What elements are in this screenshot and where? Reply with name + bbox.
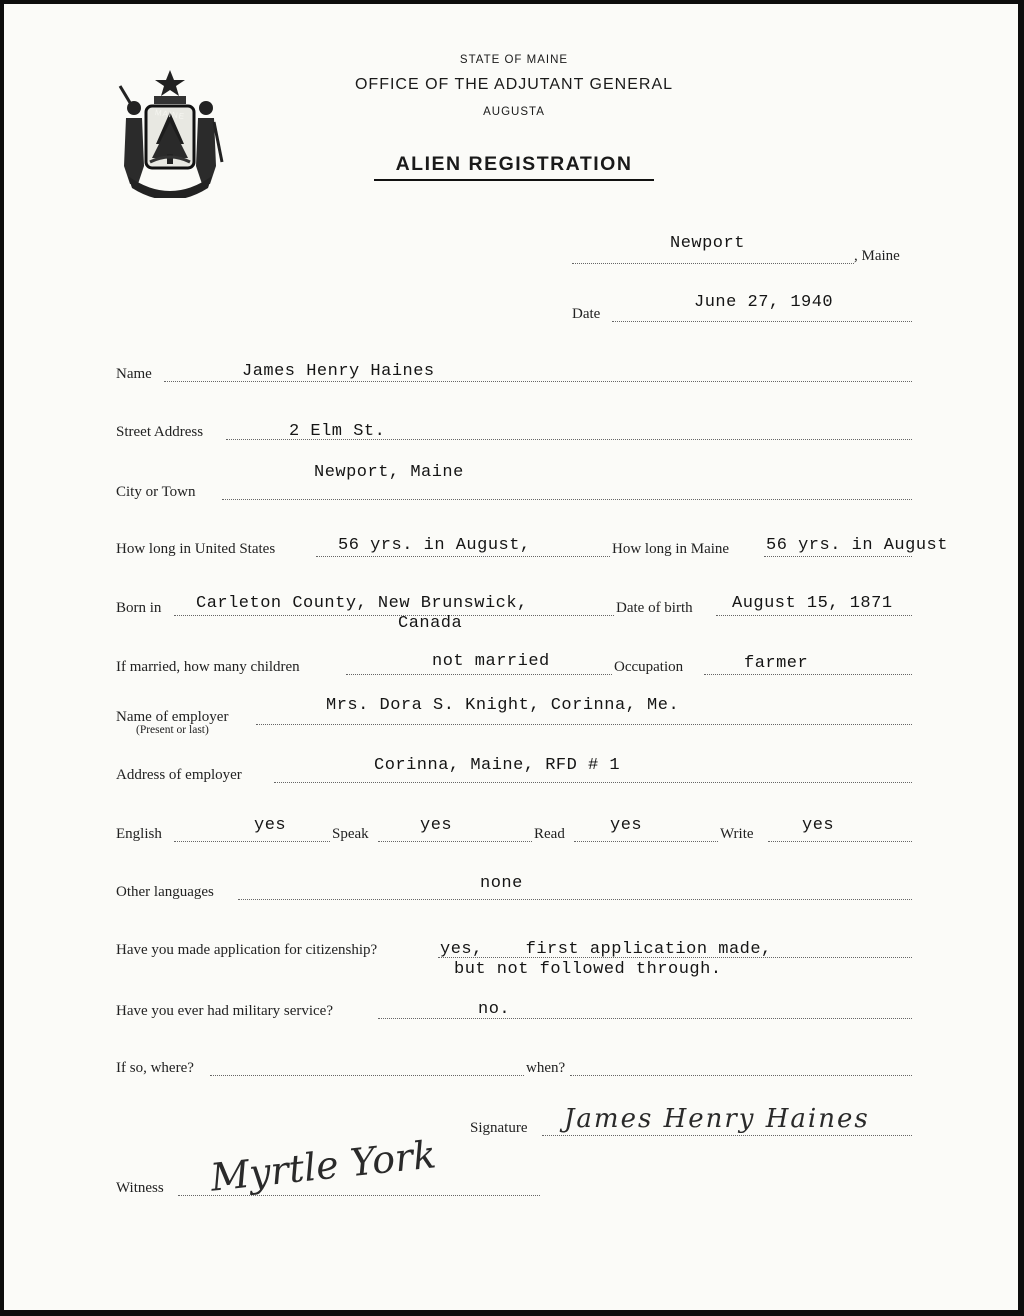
- other-languages-value: none: [480, 874, 523, 893]
- maine-duration-label: How long in Maine: [612, 541, 730, 557]
- born-in-label: Born in: [116, 600, 162, 616]
- maine-duration-value: 56 yrs. in August: [766, 536, 948, 555]
- where-label: If so, where?: [116, 1060, 194, 1076]
- signature-value: James Henry Haines: [564, 1104, 870, 1134]
- when-label: when?: [526, 1060, 566, 1076]
- street-label: Street Address: [116, 424, 204, 440]
- born-in-value-line2: Canada: [398, 614, 463, 633]
- city-value: Newport, Maine: [314, 463, 464, 482]
- name-label: Name: [116, 366, 152, 382]
- signature-label: Signature: [470, 1120, 528, 1136]
- citizenship-value-line2: but not followed through.: [454, 960, 722, 979]
- employer-address-label: Address of employer: [116, 767, 242, 783]
- state-heading: STATE OF MAINE: [459, 54, 569, 66]
- occupation-label: Occupation: [614, 659, 684, 675]
- us-duration-label: How long in United States: [116, 541, 276, 557]
- read-label: Read: [534, 826, 565, 842]
- other-languages-label: Other languages: [116, 884, 214, 900]
- citizenship-value: yes, first application made,: [440, 940, 772, 959]
- read-value: yes: [610, 816, 643, 835]
- city-heading: AUGUSTA: [483, 106, 545, 118]
- page-title: ALIEN REGISTRATION: [374, 153, 654, 181]
- military-label: Have you ever had military service?: [116, 1003, 333, 1019]
- location-value: Newport: [670, 234, 745, 253]
- speak-value: yes: [420, 816, 453, 835]
- street-value: 2 Elm St.: [289, 422, 386, 441]
- english-value: yes: [254, 816, 287, 835]
- date-value: June 27, 1940: [694, 293, 834, 312]
- children-label: If married, how many children: [116, 659, 300, 675]
- witness-value: Myrtle York: [208, 1132, 439, 1200]
- speak-label: Speak: [332, 826, 369, 842]
- occupation-value: farmer: [744, 654, 809, 673]
- employer-label: Name of employer: [116, 709, 229, 725]
- employer-sublabel: (Present or last): [136, 724, 209, 736]
- dob-value: August 15, 1871: [732, 594, 893, 613]
- witness-label: Witness: [116, 1180, 164, 1196]
- dob-label: Date of birth: [616, 600, 693, 616]
- born-in-value: Carleton County, New Brunswick,: [196, 594, 528, 613]
- military-value: no.: [478, 1000, 511, 1019]
- registration-form: [4, 4, 1018, 1310]
- citizenship-label: Have you made application for citizenship?: [116, 942, 378, 958]
- date-label: Date: [572, 306, 601, 322]
- write-value: yes: [802, 816, 835, 835]
- seal-ribbon-text: MAINE: [154, 107, 186, 122]
- name-value: James Henry Haines: [242, 362, 435, 381]
- write-label: Write: [720, 826, 754, 842]
- us-duration-value: 56 yrs. in August,: [338, 536, 531, 555]
- english-label: English: [116, 826, 162, 842]
- location-suffix: , Maine: [854, 248, 900, 264]
- maine-state-seal: [114, 66, 226, 198]
- office-heading: OFFICE OF THE ADJUTANT GENERAL: [354, 76, 674, 93]
- children-value: not married: [432, 652, 550, 671]
- city-label: City or Town: [116, 484, 196, 500]
- employer-value: Mrs. Dora S. Knight, Corinna, Me.: [326, 696, 680, 715]
- employer-address-value: Corinna, Maine, RFD # 1: [374, 756, 621, 775]
